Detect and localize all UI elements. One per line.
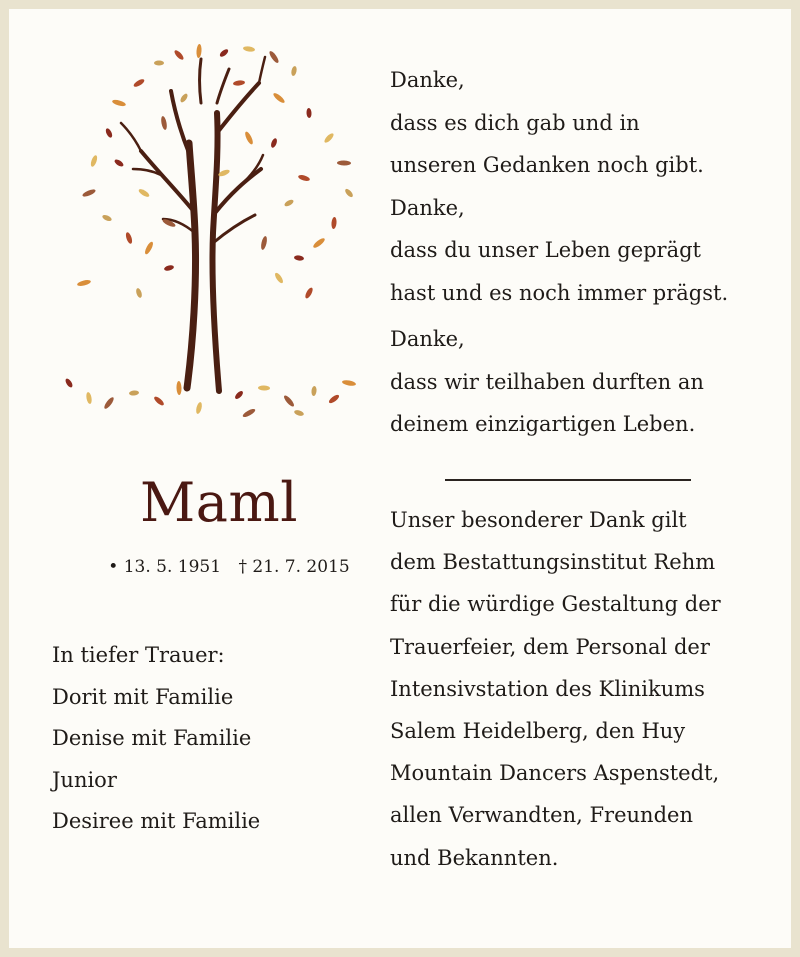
poem-line: dass wir teilhaben durften an (390, 369, 704, 394)
leaf-decoration (176, 381, 181, 395)
leaf-decoration (105, 127, 114, 138)
leaf-decoration (154, 61, 164, 66)
leaf-decoration (138, 188, 151, 199)
leaf-decoration (311, 386, 317, 396)
thanks-poem (390, 59, 780, 446)
poem-line: unseren Gedanken noch gibt. (390, 153, 704, 177)
leaf-decoration (272, 92, 286, 105)
leaf-decoration (77, 279, 92, 287)
leaf-decoration (328, 393, 341, 404)
leaf-decoration (270, 137, 278, 148)
leaf-decoration (101, 214, 112, 223)
thanks-line: Intensivstation des Klinikums (390, 676, 705, 701)
leaf-decoration (196, 44, 202, 58)
thanks-line: Salem Heidelberg, den Huy (390, 719, 686, 744)
special-thanks (390, 499, 780, 879)
leaf-decoration (160, 116, 168, 131)
leaf-decoration (164, 264, 175, 271)
poem-line: Danke, (390, 327, 465, 351)
leaf-decoration (135, 287, 143, 298)
leaf-decoration (133, 78, 146, 88)
leaf-decoration (294, 255, 305, 262)
poem-line: deinem einzigartigen Leben. (390, 412, 696, 436)
leaf-decoration (260, 236, 268, 251)
leaf-decoration (153, 395, 165, 407)
birth-date: • 13. 5. 1951 (108, 557, 222, 577)
leaf-decoration (243, 46, 256, 53)
thanks-line: allen Verwandten, Freunden (390, 803, 693, 828)
leaf-decoration (233, 80, 246, 86)
death-date: † 21. 7. 2015 (238, 557, 350, 577)
mourner-name: Desiree mit Familie (52, 809, 261, 833)
leaf-decoration (342, 379, 357, 386)
mourners-list (52, 635, 260, 843)
mourners-heading: In tiefer Trauer: (52, 643, 225, 667)
leaf-decoration (85, 392, 92, 405)
poem-line: hast und es noch immer prägst. (390, 280, 729, 305)
leaf-decoration (129, 390, 139, 396)
mourner-name: Denise mit Familie (52, 726, 252, 750)
leaf-decoration (312, 237, 326, 250)
leaf-decoration (293, 409, 304, 417)
thanks-line: dem Bestattungsinstitut Rehm (390, 550, 716, 575)
leaf-decoration (179, 92, 189, 103)
leaf-decoration (242, 407, 257, 418)
leaf-decoration (64, 377, 74, 388)
leaf-decoration (283, 394, 296, 408)
leaf-decoration (219, 48, 230, 58)
leaf-decoration (90, 155, 99, 168)
leaf-decoration (306, 108, 312, 118)
leaf-decoration (82, 188, 97, 198)
leaf-decoration (268, 50, 280, 64)
leaf-decoration (112, 99, 127, 108)
thanks-line: Trauerfeier, dem Personal der (390, 634, 710, 659)
leaf-decoration (291, 66, 298, 77)
autumn-tree-icon (49, 43, 369, 433)
leaf-decoration (103, 396, 115, 410)
leaf-decoration (125, 232, 134, 245)
mourner-name: Dorit mit Familie (52, 684, 234, 709)
leaf-decoration (258, 385, 270, 390)
leaf-decoration (113, 158, 124, 168)
leaf-decoration (274, 272, 285, 285)
leaf-decoration (344, 188, 354, 199)
mourner-name: Junior (52, 767, 117, 792)
thanks-line: Mountain Dancers Aspenstedt, (390, 761, 720, 786)
obituary-card (9, 9, 791, 948)
leaf-decoration (337, 160, 351, 165)
poem-line: dass du unser Leben geprägt (390, 238, 702, 262)
thanks-line: für die würdige Gestaltung der (390, 592, 721, 617)
life-dates (69, 557, 389, 577)
leaf-decoration (304, 287, 314, 300)
leaf-decoration (173, 49, 185, 61)
leaf-decoration (244, 131, 255, 146)
leaf-decoration (283, 198, 294, 207)
leaf-decoration (234, 390, 245, 401)
poem-line: Danke, (390, 195, 465, 220)
deceased-name: Maml (140, 471, 298, 534)
thanks-line: und Bekannten. (390, 845, 559, 870)
leaf-decoration (298, 174, 311, 182)
leaf-decoration (195, 402, 203, 415)
poem-line: dass es dich gab und in (390, 110, 640, 135)
poem-line: Danke, (390, 68, 465, 92)
leaf-decoration (323, 132, 335, 144)
leaf-decoration (144, 241, 155, 256)
leaf-decoration (331, 217, 337, 229)
thanks-line: Unser besonderer Dank gilt (390, 508, 687, 532)
divider (445, 479, 691, 481)
